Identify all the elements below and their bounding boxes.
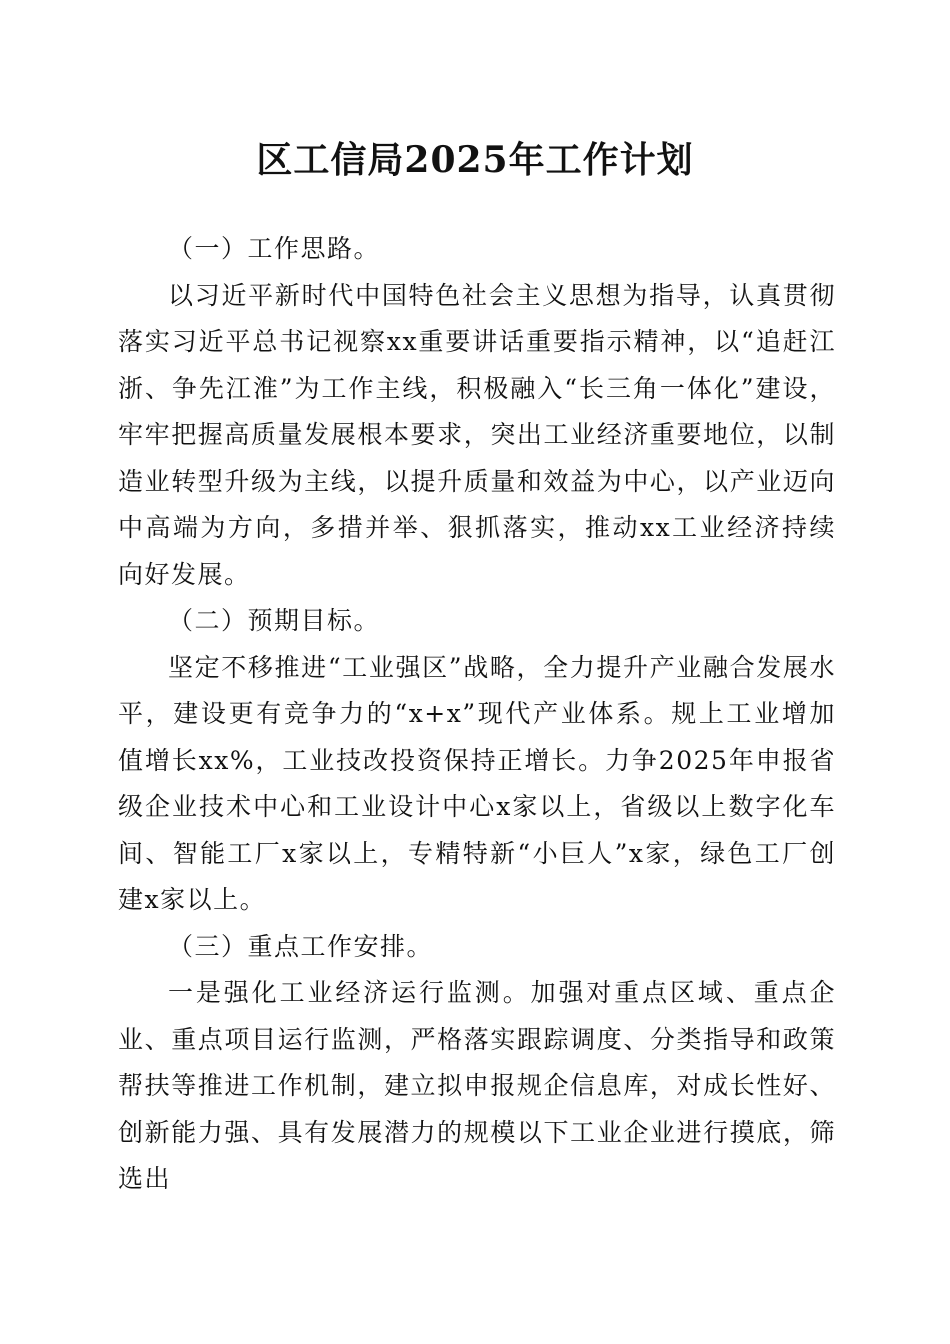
section-paragraph-2: 坚定不移推进“工业强区”战略，全力提升产业融合发展水平，建设更有竞争力的“x+x”现代产业体系。规上工业增加值增长xx%，工业技改投资保持正增长。力争2025年申报省级企业技术中心和工业设计中心x家以上，省级以上数字化车间、智能工厂x家以上，专精特新“小巨人”x家，绿色工厂创建x家以上。: [118, 652, 836, 914]
section-paragraph-1: 以习近平新时代中国特色社会主义思想为指导，认真贯彻落实习近平总书记视察xx重要讲话重要指示精神，以“追赶江浙、争先江淮”为工作主线，积极融入“长三角一体化”建设，牢牢把握高质量发展根本要求，突出工业经济重要地位，以制造业转型升级为主线，以提升质量和效益为中心，以产业迈向中高端为方向，多措并举、狠抓落实，推动xx工业经济持续向好发展。: [118, 280, 836, 589]
document-title: 区工信局2025年工作计划: [256, 139, 694, 181]
section-paragraph-3: 一是强化工业经济运行监测。加强对重点区域、重点企业、重点项目运行监测，严格落实跟踪调度、分类指导和政策帮扶等推进工作机制，建立拟申报规企信息库，对成长性好、创新能力强、具有发展潜力的规模以下工业企业进行摸底，筛选出: [118, 978, 836, 1193]
document-body: [118, 226, 836, 1203]
section-heading-2: （二）预期目标。: [168, 606, 381, 635]
section-heading-3: （三）重点工作安排。: [168, 931, 434, 961]
section-heading-1: （一）工作思路。: [168, 234, 381, 263]
